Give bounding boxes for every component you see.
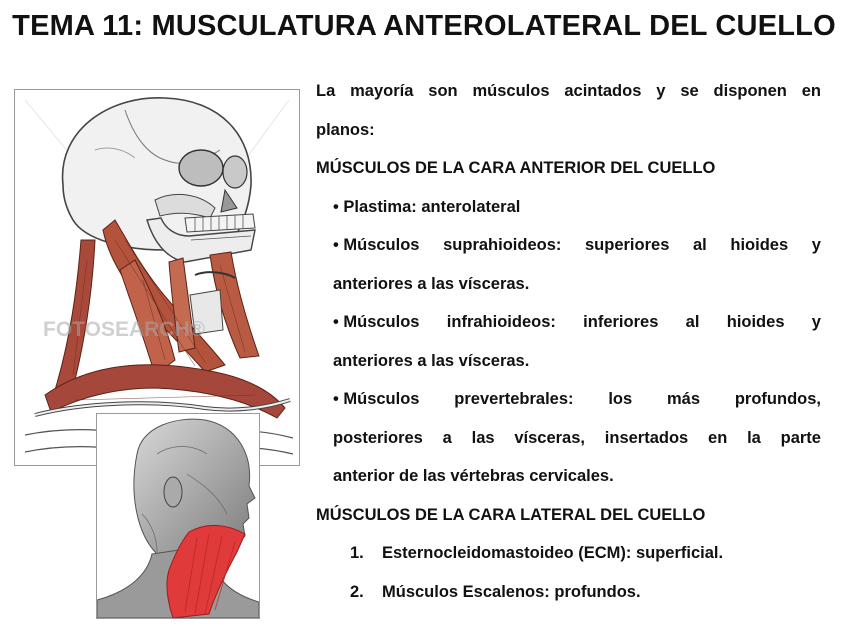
head-profile-drawing — [97, 414, 259, 618]
item-number: 2. — [350, 582, 364, 601]
neck-muscles-illustration — [14, 89, 300, 466]
numbered-item-ecm: 1. Esternocleidomastoideo (ECM): superficial. — [316, 534, 821, 573]
head-profile-illustration — [96, 413, 260, 619]
bullet: • — [333, 390, 339, 408]
numbered-item-escalenos: 2. Músculos Escalenos: profundos. — [316, 573, 821, 612]
anterior-heading: MÚSCULOS DE LA CARA ANTERIOR DEL CUELLO — [316, 159, 716, 177]
intro-line-1: La mayoría son músculos acintados y se disponen en — [316, 82, 821, 100]
intro-line-2: planos: — [316, 120, 375, 139]
fotosearch-watermark: FOTOSEARCH® — [43, 318, 206, 341]
bullet: • — [333, 313, 339, 331]
list-item-prevertebrales-cont-2: anterior de las vértebras cervicales. — [333, 467, 614, 485]
content-text — [316, 72, 821, 611]
list-item-infrahioideos: • Músculos infrahioideos: inferiores al hioides y — [333, 313, 821, 331]
list-item-prevertebrales: • Músculos prevertebrales: los más profundos, — [333, 390, 821, 408]
bullet: • — [333, 197, 339, 216]
page-title: TEMA 11: MUSCULATURA ANTEROLATERAL DEL CUELLO — [12, 10, 836, 42]
list-item-infrahioideos-cont: anteriores a las vísceras. — [333, 351, 530, 370]
bullet: • — [333, 236, 339, 254]
list-item-suprahioideos-cont: anteriores a las vísceras. — [333, 274, 530, 293]
lateral-heading: MÚSCULOS DE LA CARA LATERAL DEL CUELLO — [316, 505, 706, 524]
item-number: 1. — [350, 544, 364, 562]
list-item-prevertebrales-cont-1: posteriores a las vísceras, insertados en la parte — [333, 428, 821, 447]
skull-neck-drawing — [15, 90, 299, 465]
list-item-suprahioideos: • Músculos suprahioideos: superiores al hioides y — [333, 236, 821, 254]
list-item-plastima: • Plastima: anterolateral — [333, 197, 521, 216]
